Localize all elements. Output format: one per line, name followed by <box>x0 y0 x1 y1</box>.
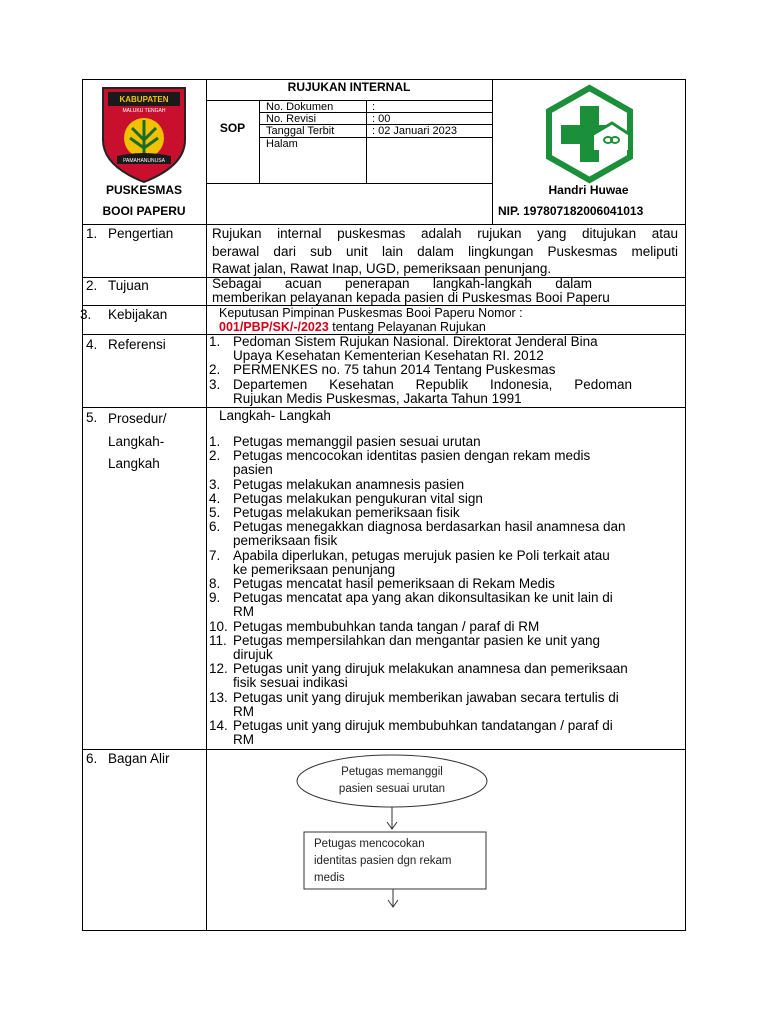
list-line: RM <box>233 703 254 719</box>
reference-list <box>209 335 679 406</box>
flow-line: identitas pasien dgn rekam <box>314 855 452 867</box>
list-line: Pedoman Sistem Rujukan Nasional. Direktorat Jenderal Bina <box>233 334 598 349</box>
label-line: Langkah- <box>108 433 165 449</box>
org-name-line2: BOOI PAPERU <box>102 204 186 218</box>
list-line: Petugas mencatat apa yang akan dikonsultasikan ke unit lain di <box>233 590 613 606</box>
org-name-line1: PUSKESMAS <box>105 183 182 197</box>
pengertian-text <box>212 225 678 278</box>
paragraph-line: berawal dari sub unit lain dalam lingkungan Puskesmas meliputi <box>212 243 678 259</box>
list-item <box>209 591 684 619</box>
row-label-prosedur <box>108 408 167 476</box>
row-number: 3. <box>80 307 92 322</box>
list-item <box>209 719 684 747</box>
list-number: 9. <box>209 590 221 606</box>
list-line: pemeriksaan fisik <box>233 533 338 549</box>
row-number: 6. <box>86 751 98 766</box>
list-line: PERMENKES no. 75 tahun 2014 Tentang Puskesmas <box>233 362 556 378</box>
signer-name: Handri Huwae <box>548 183 629 197</box>
list-item <box>209 435 684 449</box>
list-number: 1. <box>209 434 221 449</box>
list-item <box>209 691 684 719</box>
regency-emblem-logo <box>97 82 191 184</box>
list-line: Petugas unit yang dirujuk memberikan jawaban secara tertulis di <box>233 689 619 705</box>
flow-line: Petugas mencocokan <box>314 838 425 850</box>
list-number: 2. <box>209 362 221 378</box>
list-line: ke pemeriksaan penunjang <box>233 561 396 577</box>
tujuan-text <box>212 277 664 304</box>
list-number: 4. <box>209 490 221 506</box>
list-line: Petugas melakukan anamnesis pasien <box>233 476 465 492</box>
list-line: Departemen Kesehatan Republik Indonesia, Pedoman <box>233 376 632 392</box>
list-item <box>209 492 684 506</box>
list-item <box>209 662 684 690</box>
emblem-bottom-text: PAMAHANUNUSA <box>123 158 165 164</box>
list-line: Upaya Kesehatan Kementerian Kesehatan RI. 2012 <box>233 348 544 364</box>
flow-box-text <box>314 836 484 887</box>
label-line: Langkah <box>108 456 160 471</box>
list-number: 13. <box>209 689 228 705</box>
row-number: 2. <box>86 278 98 293</box>
row-label-tujuan: Tujuan <box>108 278 149 293</box>
list-number: 3. <box>209 476 221 492</box>
list-item <box>209 634 684 662</box>
list-line: Petugas menegakkan diagnosa berdasarkan hasil anamnesa dan <box>233 519 626 535</box>
revision-label: No. Revisi <box>266 113 317 125</box>
flow-oval-text <box>297 764 487 798</box>
procedure-steps <box>209 435 684 747</box>
decree-subject: tentang Pelayanan Rujukan <box>328 320 486 334</box>
list-line: pasien <box>233 462 273 478</box>
list-line: Petugas melakukan pemeriksaan fisik <box>233 505 460 521</box>
label-line: Prosedur/ <box>108 411 167 426</box>
row-number: 1. <box>86 226 98 241</box>
paragraph-line: Rujukan internal puskesmas adalah rujukan yang ditujukan atau <box>212 226 678 241</box>
issue-date-label: Tanggal Terbit <box>266 125 335 137</box>
paragraph-line: Sebagai acuan penerapan langkah-langkah dalam <box>212 276 592 291</box>
flowchart <box>206 750 686 930</box>
list-line: RM <box>233 604 254 620</box>
list-line: fisik sesuai indikasi <box>233 675 348 691</box>
list-line: Petugas melakukan pengukuran vital sign <box>233 490 483 506</box>
kebijakan-line2 <box>219 320 486 334</box>
list-number: 12. <box>209 661 228 677</box>
decree-number: 001/PBP/SK/-/2023 <box>219 320 329 334</box>
list-line: Petugas mencocokan identitas pasien dengan rekam medis <box>233 448 591 464</box>
list-line: Petugas mencatat hasil pemeriksaan di Rekam Medis <box>233 576 555 592</box>
list-line: Petugas membubuhkan tanda tangan / paraf di RM <box>233 618 540 634</box>
row-number: 5. <box>86 410 98 425</box>
paragraph-line: Rawat jalan, Rawat Inap, UGD, pemeriksaan penunjang. <box>212 261 552 276</box>
list-line: Petugas unit yang dirujuk membubuhkan tandatangan / paraf di <box>233 718 613 734</box>
row-label-referensi: Referensi <box>108 337 166 352</box>
list-line: Petugas mempersilahkan dan mengantar pasien ke unit yang <box>233 632 600 648</box>
flow-line: Petugas memanggil <box>341 766 443 778</box>
signer-nip: NIP. 197807182006041013 <box>498 204 644 218</box>
list-line: Petugas unit yang dirujuk melakukan anamnesa dan pemeriksaan <box>233 661 628 677</box>
list-number: 3. <box>209 376 221 392</box>
list-item <box>209 363 679 377</box>
kebijakan-line1: Keputusan Pimpinan Puskesmas Booi Paperu Nomor : <box>219 306 523 320</box>
list-line: Rujukan Medis Puskesmas, Jakarta Tahun 1991 <box>233 390 522 406</box>
list-item <box>209 549 684 577</box>
doc-number-value: : <box>372 101 376 113</box>
list-number: 1. <box>209 334 221 349</box>
list-item <box>209 378 679 406</box>
list-number: 10. <box>209 618 228 634</box>
row-number: 4. <box>86 337 98 352</box>
list-item <box>209 520 684 548</box>
prosedur-heading: Langkah- Langkah <box>219 408 331 423</box>
list-item <box>209 478 684 492</box>
revision-value: : 00 <box>372 113 391 125</box>
flow-line: pasien sesuai urutan <box>338 783 446 795</box>
paragraph-line: memberikan pelayanan kepada pasien di Puskesmas Booi Paperu <box>212 289 610 305</box>
list-number: 7. <box>209 547 221 563</box>
list-line: dirujuk <box>233 647 273 663</box>
list-item <box>209 335 679 363</box>
list-item <box>209 620 684 634</box>
issue-date-value: : 02 Januari 2023 <box>372 125 458 137</box>
list-number: 5. <box>209 505 221 521</box>
doc-number-label: No. Dokumen <box>266 101 334 113</box>
puskesmas-logo <box>542 84 637 184</box>
list-line: RM <box>233 732 254 748</box>
list-line: Petugas memanggil pasien sesuai urutan <box>233 434 481 449</box>
list-item <box>209 577 684 591</box>
list-line: Apabila diperlukan, petugas merujuk pasien ke Poli terkait atau <box>233 547 610 563</box>
row-label-kebijakan: Kebijakan <box>108 307 168 322</box>
emblem-sub-text: MALUKU TENGAH <box>122 108 166 114</box>
emblem-top-text: KABUPATEN <box>119 95 169 104</box>
list-number: 6. <box>209 519 221 535</box>
row-label-bagan-alir: Bagan Alir <box>108 751 170 766</box>
list-number: 14. <box>209 718 228 734</box>
list-item <box>209 506 684 520</box>
sop-label: SOP <box>219 121 246 135</box>
page-label: Halam <box>266 138 298 150</box>
list-number: 8. <box>209 576 221 592</box>
document-title: RUJUKAN INTERNAL <box>287 80 411 94</box>
flow-line: medis <box>314 872 345 884</box>
row-label-pengertian: Pengertian <box>108 226 174 241</box>
list-number: 2. <box>209 448 221 464</box>
list-item <box>209 449 684 477</box>
list-number: 11. <box>209 632 227 648</box>
